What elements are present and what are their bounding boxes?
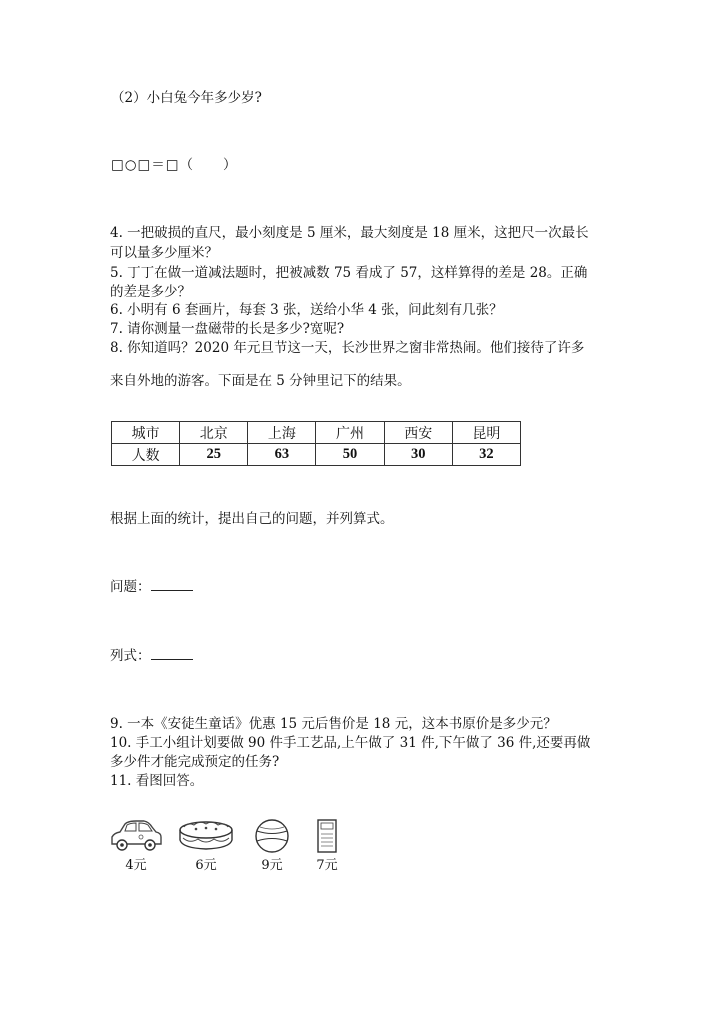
question-6: 6. 小明有 6 套画片，每套 3 张，送给小华 4 张，问此刻有几张？ bbox=[110, 302, 503, 318]
table-header-row bbox=[112, 422, 521, 444]
ball-icon bbox=[252, 818, 292, 854]
goods-item-notebook bbox=[307, 818, 347, 878]
table-cell: 30 bbox=[384, 444, 452, 466]
question-4-line-2: 可以量多少厘米？ bbox=[110, 245, 218, 261]
question-11: 11. 看图回答。 bbox=[110, 773, 204, 789]
toy-car-icon bbox=[108, 818, 164, 854]
price-label: 6元 bbox=[195, 858, 217, 873]
table-row bbox=[112, 444, 521, 466]
q8-instruction: 根据上面的统计，提出自己的问题，并列算式。 bbox=[110, 511, 394, 527]
question-10-line-2: 多少件才能完成预定的任务? bbox=[110, 754, 280, 770]
goods-item-car bbox=[108, 818, 164, 878]
question-8-line-2: 来自外地的游客。下面是在 5 分钟里记下的结果。 bbox=[110, 373, 411, 389]
formula-answer-blank[interactable] bbox=[151, 647, 193, 660]
table-header-cell: 昆明 bbox=[452, 422, 520, 444]
table-cell: 63 bbox=[248, 444, 316, 466]
goods-item-cake bbox=[176, 818, 236, 878]
question-answer-blank[interactable] bbox=[151, 578, 193, 591]
table-cell: 人数 bbox=[112, 444, 180, 466]
visitor-stats-table bbox=[111, 421, 521, 466]
question-label: 问题： bbox=[110, 579, 151, 595]
q2-formula: □○□＝□（ ） bbox=[111, 157, 238, 173]
table-header-cell: 上海 bbox=[248, 422, 316, 444]
price-label: 9元 bbox=[261, 858, 283, 873]
question-10-line-1: 10. 手工小组计划要做 90 件手工艺品,上午做了 31 件,下午做了 36 件,还要再做 bbox=[110, 735, 591, 751]
notebook-icon bbox=[313, 818, 341, 854]
question-4-line-1: 4. 一把破损的直尺，最小刻度是 5 厘米，最大刻度是 18 厘米，这把尺一次最长 bbox=[110, 225, 589, 241]
price-label: 4元 bbox=[125, 858, 147, 873]
price-label: 7元 bbox=[316, 858, 338, 873]
question-answer-line bbox=[110, 578, 193, 596]
cake-icon bbox=[176, 818, 236, 854]
question-5-line-1: 5. 丁丁在做一道减法题时，把被减数 75 看成了 57，这样算得的差是 28。正确 bbox=[110, 265, 588, 281]
table-header-cell: 北京 bbox=[180, 422, 248, 444]
q2-prompt: （2）小白兔今年多少岁? bbox=[111, 90, 262, 106]
table-header-cell: 西安 bbox=[384, 422, 452, 444]
table-cell: 32 bbox=[452, 444, 520, 466]
question-5-line-2: 的差是多少？ bbox=[110, 284, 191, 300]
formula-label: 列式： bbox=[110, 648, 151, 664]
table-header-cell: 广州 bbox=[316, 422, 384, 444]
table-header-cell: 城市 bbox=[112, 422, 180, 444]
table-cell: 50 bbox=[316, 444, 384, 466]
question-7: 7. 请你测量一盘磁带的长是多少?宽呢? bbox=[110, 321, 345, 337]
formula-answer-line bbox=[110, 647, 193, 665]
table-cell: 25 bbox=[180, 444, 248, 466]
question-8-line-1: 8. 你知道吗？2020 年元旦节这一天，长沙世界之窗非常热闹。他们接待了许多 bbox=[110, 340, 585, 356]
question-9: 9. 一本《安徒生童话》优惠 15 元后售价是 18 元，这本书原价是多少元？ bbox=[110, 716, 557, 732]
goods-item-ball bbox=[250, 818, 294, 878]
